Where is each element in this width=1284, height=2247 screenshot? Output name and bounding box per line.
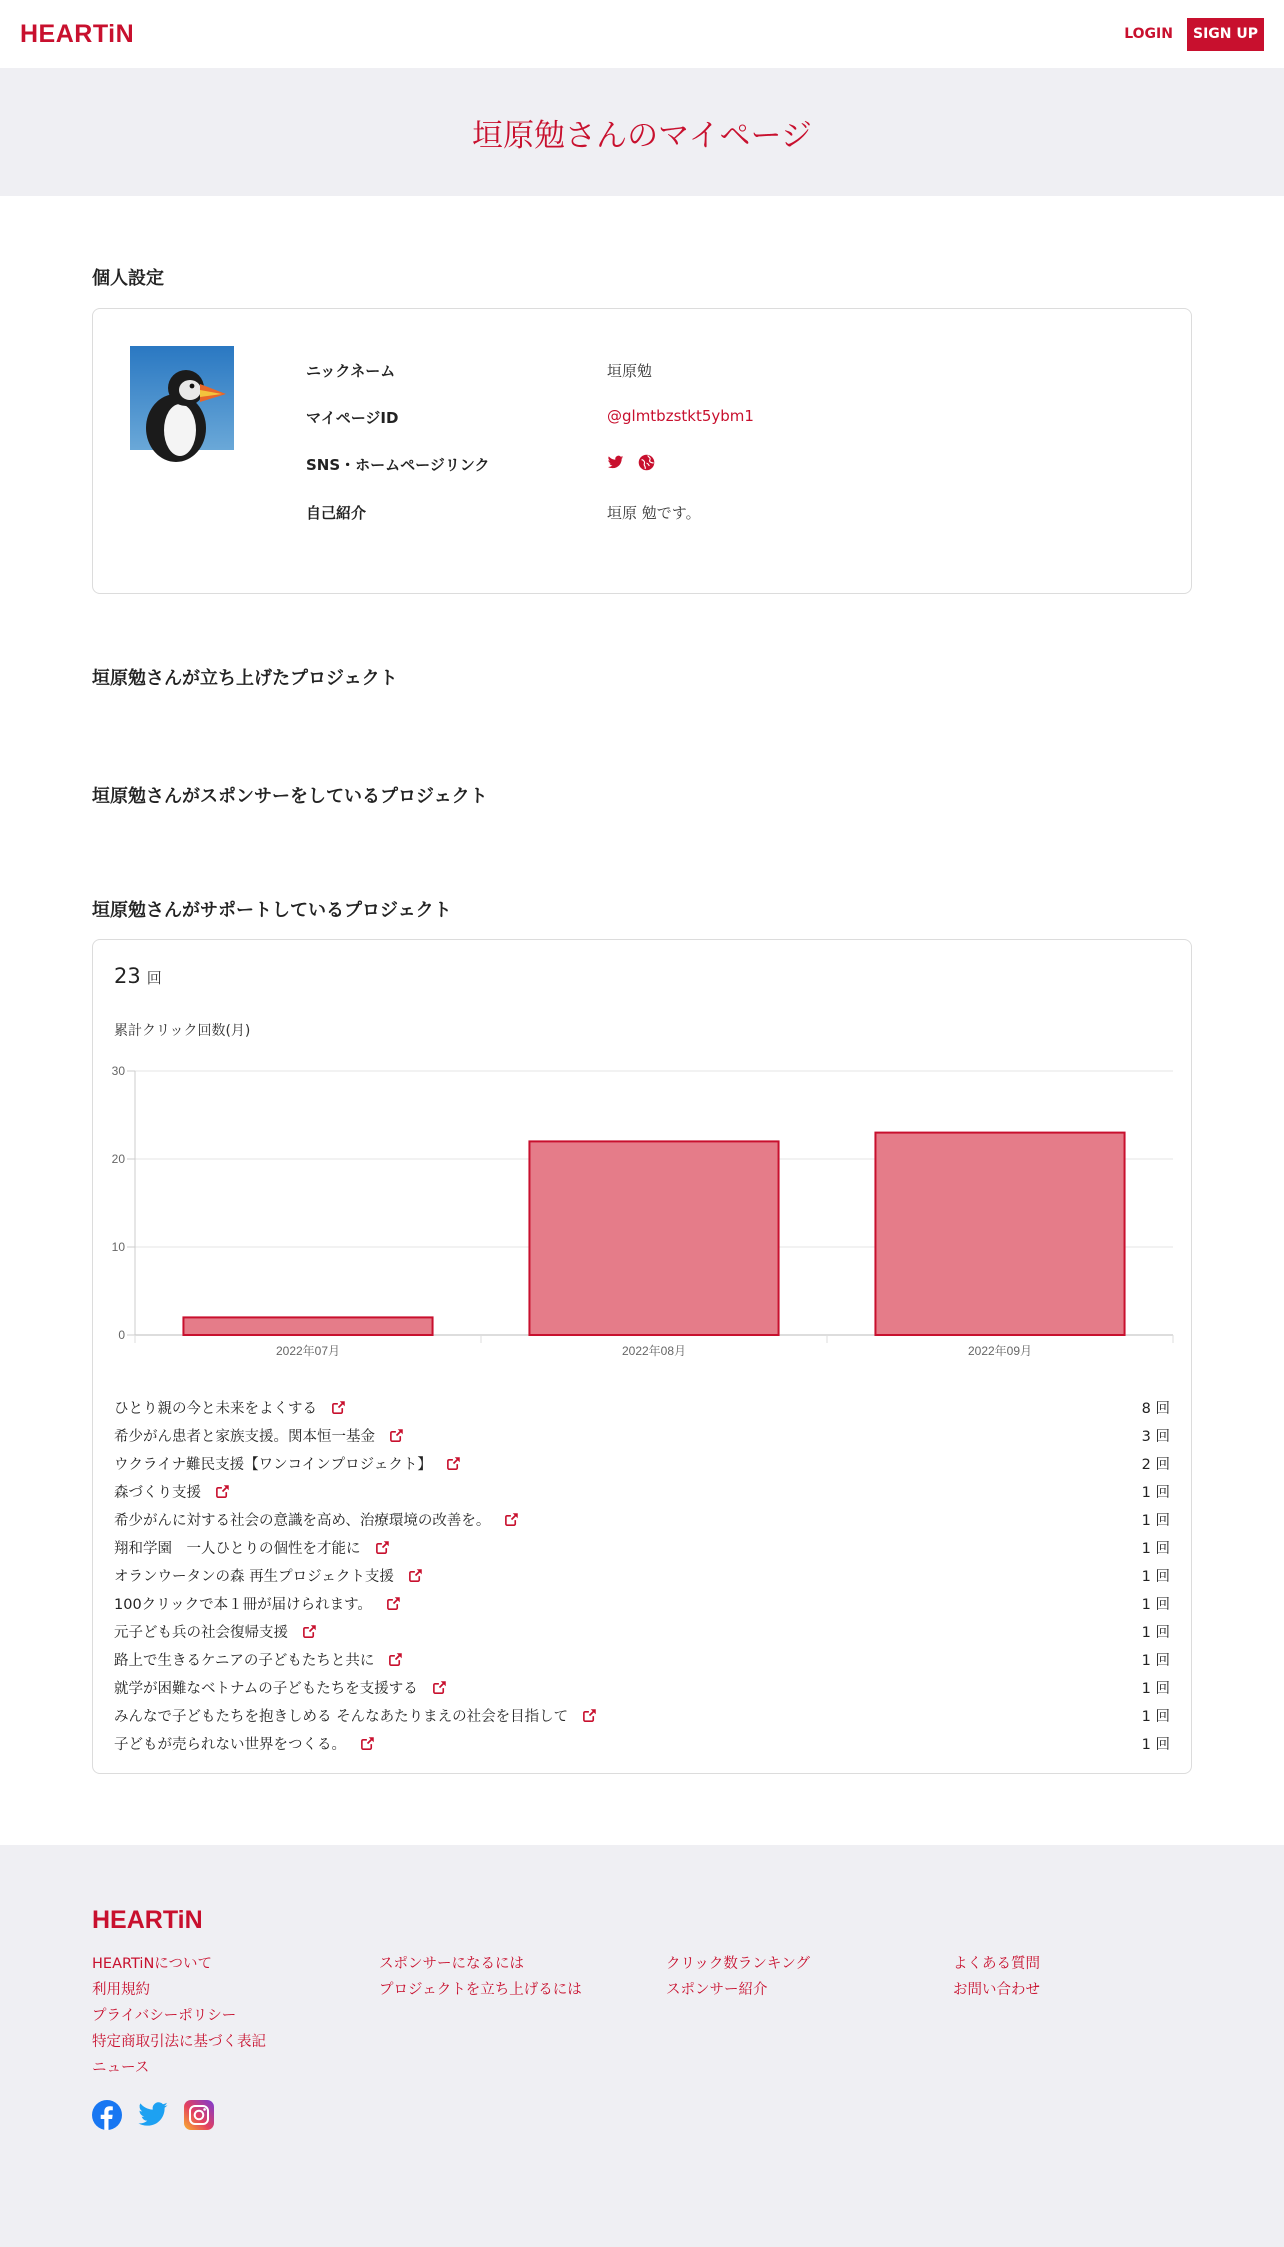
footer-logo[interactable]: HEARTiN xyxy=(92,1906,203,1934)
project-count: 1 回 xyxy=(1141,1512,1170,1529)
project-count: 1 回 xyxy=(1141,1596,1170,1613)
project-row xyxy=(114,1701,1170,1729)
y-tick-label: 30 xyxy=(111,1064,125,1078)
external-link-icon[interactable] xyxy=(504,1512,519,1527)
project-row xyxy=(114,1561,1170,1589)
auth-links xyxy=(1124,18,1264,51)
y-tick-label: 0 xyxy=(118,1328,125,1342)
project-name-group xyxy=(114,1425,404,1446)
founded-projects-title: 垣原勉さんが立ち上げたプロジェクト xyxy=(92,668,398,689)
footer-link[interactable]: お問い合わせ xyxy=(953,1982,1040,1998)
project-name-group xyxy=(114,1565,423,1586)
footer-column-4 xyxy=(953,1951,1040,2003)
main-content xyxy=(92,264,1192,1774)
project-count: 1 回 xyxy=(1141,1624,1170,1641)
external-link-icon[interactable] xyxy=(388,1652,403,1667)
sns-label: SNS・ホームページリンク xyxy=(306,456,490,474)
project-name-group xyxy=(114,1705,597,1726)
nickname-row xyxy=(306,360,652,381)
twitter-icon[interactable] xyxy=(137,2100,169,2134)
project-row xyxy=(114,1421,1170,1449)
bar[interactable] xyxy=(529,1141,778,1335)
project-row xyxy=(114,1729,1170,1757)
external-link-icon[interactable] xyxy=(446,1456,461,1471)
footer-link[interactable]: スポンサーになるには xyxy=(379,1956,524,1972)
project-name-group xyxy=(114,1481,230,1502)
project-name: 翔和学園 一人ひとりの個性を才能に xyxy=(114,1540,361,1557)
bar[interactable] xyxy=(183,1317,432,1335)
project-name-group xyxy=(114,1397,346,1418)
project-row xyxy=(114,1617,1170,1645)
total-count-unit: 回 xyxy=(146,969,162,987)
project-row xyxy=(114,1393,1170,1421)
chart-label: 累計クリック回数(月) xyxy=(114,1023,251,1039)
project-name-group xyxy=(114,1509,519,1530)
project-row xyxy=(114,1477,1170,1505)
project-name: ひとり親の今と未来をよくする xyxy=(114,1400,317,1417)
external-link-icon[interactable] xyxy=(360,1736,375,1751)
project-row xyxy=(114,1589,1170,1617)
mypage-id-label: マイページID xyxy=(306,409,399,427)
footer-link[interactable]: ニュース xyxy=(92,2060,150,2076)
login-link[interactable]: LOGIN xyxy=(1124,26,1173,42)
signup-button[interactable]: SIGN UP xyxy=(1187,18,1264,51)
project-count: 1 回 xyxy=(1141,1484,1170,1501)
project-name: 元子ども兵の社会復帰支援 xyxy=(114,1624,288,1641)
project-name-group xyxy=(114,1649,403,1670)
footer-link[interactable]: 特定商取引法に基づく表記 xyxy=(92,2034,266,2050)
project-name: 就学が困難なベトナムの子どもたちを支援する xyxy=(114,1680,418,1697)
site-header xyxy=(0,0,1284,68)
project-row xyxy=(114,1645,1170,1673)
mypage-id-row xyxy=(306,407,754,428)
x-tick-label: 2022年09月 xyxy=(967,1344,1033,1358)
project-name-group xyxy=(114,1453,461,1474)
project-name-group xyxy=(114,1733,375,1754)
page-hero xyxy=(0,68,1284,196)
footer-link[interactable]: 利用規約 xyxy=(92,1982,150,1998)
external-link-icon[interactable] xyxy=(386,1596,401,1611)
nickname-label: ニックネーム xyxy=(306,362,396,380)
project-count: 3 回 xyxy=(1141,1428,1170,1445)
x-tick-label: 2022年07月 xyxy=(275,1344,341,1358)
project-name: 路上で生きるケニアの子どもたちと共に xyxy=(114,1652,375,1669)
project-name: 子どもが売られない世界をつくる。 xyxy=(114,1736,346,1753)
project-name-group xyxy=(114,1537,390,1558)
project-name-group xyxy=(114,1621,317,1642)
external-link-icon[interactable] xyxy=(215,1484,230,1499)
project-count: 1 回 xyxy=(1141,1568,1170,1585)
profile-card xyxy=(92,308,1192,594)
footer-column-2 xyxy=(379,1951,582,2003)
footer-link[interactable]: プロジェクトを立ち上げるには xyxy=(379,1982,582,1998)
supported-project-list xyxy=(114,1393,1170,1757)
external-link-icon[interactable] xyxy=(331,1400,346,1415)
external-link-icon[interactable] xyxy=(432,1680,447,1695)
y-tick-label: 10 xyxy=(111,1240,125,1254)
x-tick-label: 2022年08月 xyxy=(621,1344,687,1358)
personal-settings-title: 個人設定 xyxy=(92,268,164,289)
external-link-icon[interactable] xyxy=(302,1624,317,1639)
social-links xyxy=(92,2100,214,2134)
external-link-icon[interactable] xyxy=(375,1540,390,1555)
project-name: 希少がん患者と家族支援。関本恒一基金 xyxy=(114,1428,375,1445)
project-name-group xyxy=(114,1677,447,1698)
site-logo[interactable]: HEARTiN xyxy=(20,19,135,48)
project-count: 8 回 xyxy=(1141,1400,1170,1417)
project-count: 2 回 xyxy=(1141,1456,1170,1473)
footer-link[interactable]: プライバシーポリシー xyxy=(92,2008,237,2024)
project-name-group xyxy=(114,1593,401,1614)
project-row xyxy=(114,1673,1170,1701)
project-name: 100クリックで本１冊が届けられます。 xyxy=(114,1596,372,1613)
footer-link[interactable]: スポンサー紹介 xyxy=(666,1982,768,1998)
bio-row xyxy=(306,502,701,523)
project-name: 森づくり支援 xyxy=(114,1484,201,1501)
project-row xyxy=(114,1505,1170,1533)
project-row xyxy=(114,1449,1170,1477)
footer-link[interactable]: クリック数ランキング xyxy=(666,1956,810,1972)
sns-links xyxy=(607,454,655,475)
twitter-icon[interactable] xyxy=(607,454,624,475)
project-name: みんなで子どもたちを抱きしめる そんなあたりまえの社会を目指して xyxy=(114,1708,569,1725)
nickname-value: 垣原勉 xyxy=(607,362,653,380)
supporting-projects-title: 垣原勉さんがサポートしているプロジェクト xyxy=(92,900,452,921)
instagram-icon[interactable] xyxy=(184,2100,214,2134)
page-title: 垣原勉さんのマイページ xyxy=(472,117,812,154)
mypage-id-value[interactable]: @glmtbzstkt5ybm1 xyxy=(607,407,754,425)
facebook-icon[interactable] xyxy=(92,2100,122,2134)
external-link-icon[interactable] xyxy=(582,1708,597,1723)
project-row xyxy=(114,1533,1170,1561)
project-name: 希少がんに対する社会の意識を高め、治療環境の改善を。 xyxy=(114,1512,491,1529)
total-count-value: 23 xyxy=(114,964,141,988)
bar[interactable] xyxy=(875,1133,1124,1335)
monthly-click-chart xyxy=(111,1064,1173,1381)
project-count: 1 回 xyxy=(1141,1540,1170,1557)
external-link-icon[interactable] xyxy=(408,1568,423,1583)
support-card xyxy=(92,939,1192,1774)
puffin-avatar-image xyxy=(130,346,234,450)
external-link-icon[interactable] xyxy=(389,1428,404,1443)
y-tick-label: 20 xyxy=(111,1152,125,1166)
project-name: オランウータンの森 再生プロジェクト支援 xyxy=(114,1568,394,1585)
project-name: ウクライナ難民支援【ワンコインプロジェクト】 xyxy=(114,1456,432,1473)
project-count: 1 回 xyxy=(1141,1680,1170,1697)
bio-value: 垣原 勉です。 xyxy=(607,504,701,522)
avatar xyxy=(130,346,234,450)
sns-row xyxy=(306,454,655,475)
total-click-count xyxy=(114,964,162,988)
footer-link[interactable]: よくある質問 xyxy=(953,1956,1040,1972)
site-footer xyxy=(0,1845,1284,2247)
footer-column-1 xyxy=(92,1951,266,2081)
project-count: 1 回 xyxy=(1141,1652,1170,1669)
footer-column-3 xyxy=(666,1951,810,2003)
project-count: 1 回 xyxy=(1141,1736,1170,1753)
footer-link[interactable]: HEARTiNについて xyxy=(92,1956,213,1972)
globe-icon[interactable] xyxy=(638,454,655,475)
project-count: 1 回 xyxy=(1141,1708,1170,1725)
sponsoring-projects-title: 垣原勉さんがスポンサーをしているプロジェクト xyxy=(92,786,488,807)
bio-label: 自己紹介 xyxy=(306,504,367,522)
